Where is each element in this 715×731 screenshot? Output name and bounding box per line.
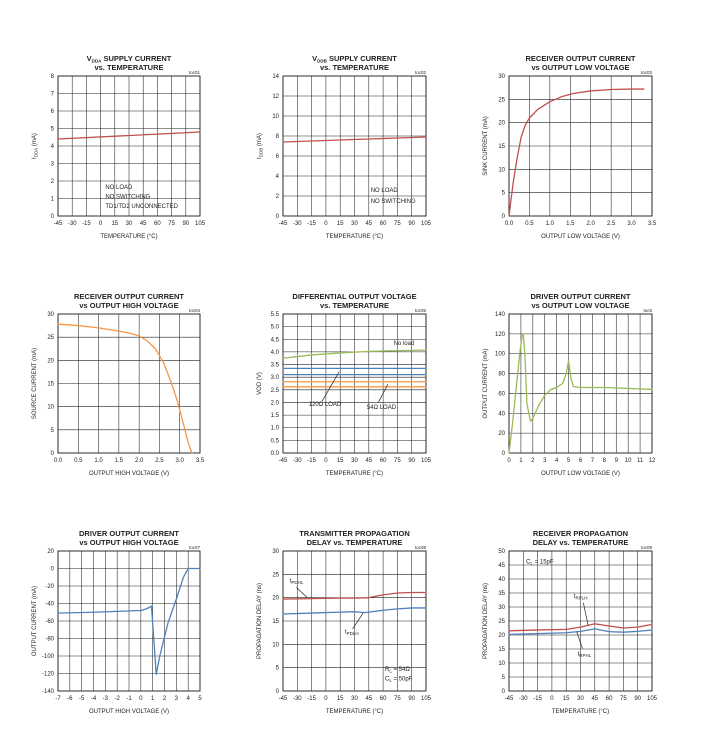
annotation-sub: PDLH xyxy=(346,631,359,637)
y-tick-label: 5 xyxy=(501,190,505,197)
annotation: TD1/TD2 UNCONNECTED xyxy=(105,204,179,211)
x-axis-label: TEMPERATURE (°C) xyxy=(325,234,384,240)
chart-title-line1: RECEIVER PROPAGATION xyxy=(532,529,629,538)
x-tick-label: 15 xyxy=(111,221,119,227)
y-tick-label: 7 xyxy=(50,91,54,98)
chart-tag: toc02 xyxy=(414,70,426,75)
y-axis-label: OUTPUT CURRENT (mA) xyxy=(32,585,38,657)
y-tick-label: 3.0 xyxy=(270,375,279,382)
x-tick-label: 45 xyxy=(365,221,373,227)
y-tick-label: 10 xyxy=(47,404,54,411)
chart-title-line1: TRANSMITTER PROPAGATION xyxy=(299,529,410,538)
annotation: NO SWITCHING xyxy=(370,199,416,205)
x-tick-label: 9 xyxy=(614,458,618,464)
x-tick-label: 75 xyxy=(394,458,401,464)
y-tick-label: 8 xyxy=(50,74,54,80)
y-axis-label-sub: DDA xyxy=(33,147,39,158)
x-tick-label: -30 xyxy=(518,696,528,702)
x-tick-label: 11 xyxy=(636,458,644,464)
y-tick-label: 40 xyxy=(498,411,505,418)
y-tick-label: 10 xyxy=(272,642,279,649)
x-tick-label: 30 xyxy=(577,696,584,702)
annotation-sub: PDHL xyxy=(291,580,304,586)
y-tick-label: 2.0 xyxy=(270,400,279,407)
x-tick-label: -3 xyxy=(102,696,109,702)
annotation xyxy=(290,579,304,586)
chart-title-line1: RECEIVER OUTPUT CURRENT xyxy=(525,54,636,63)
x-tick-label: 105 xyxy=(194,221,206,227)
y-tick-label: 15 xyxy=(498,647,505,653)
y-axis-label: PROPAGATION DELAY (ns) xyxy=(483,583,489,659)
y-tick-label: 25 xyxy=(272,572,279,579)
x-tick-label: -45 xyxy=(278,458,288,464)
y-axis-label: SOURCE CURRENT (mA) xyxy=(32,347,38,420)
annotation-main: t xyxy=(289,578,292,585)
y-tick-label: 35 xyxy=(498,591,505,597)
y-tick-label: 30 xyxy=(498,605,505,611)
chart-title-line2: vs. TEMPERATURE xyxy=(94,63,164,72)
y-tick-label: -80 xyxy=(45,636,54,643)
chart-title-line1-rest: SUPPLY CURRENT xyxy=(101,54,172,63)
y-tick-label: 10 xyxy=(498,167,505,174)
chart-tag: toc01 xyxy=(188,70,200,75)
y-tick-label: 8 xyxy=(275,134,279,140)
x-axis-label: OUTPUT HIGH VOLTAGE (V) xyxy=(88,471,170,477)
x-tick-label: 45 xyxy=(365,696,373,702)
chart-title-line1-main: V xyxy=(86,54,92,63)
x-tick-label: 0.0 xyxy=(504,221,514,227)
y-axis-label: SINK CURRENT (mA) xyxy=(483,116,489,176)
x-tick-label: 2.5 xyxy=(155,458,164,464)
x-tick-label: -15 xyxy=(82,221,91,227)
x-tick-label: 0 xyxy=(139,696,143,702)
y-axis-label xyxy=(32,133,39,159)
y-axis-label-main: I xyxy=(32,157,38,159)
y-tick-label: 20 xyxy=(47,549,54,555)
chart-9 xyxy=(483,529,658,715)
chart-title-line2: vs OUTPUT HIGH VOLTAGE xyxy=(79,301,179,310)
x-tick-label: 60 xyxy=(379,221,387,227)
annotation-main: t xyxy=(577,651,580,658)
x-tick-label: 2.5 xyxy=(606,221,616,227)
x-tick-label: 15 xyxy=(562,696,570,702)
y-tick-label: 14 xyxy=(272,74,279,80)
x-tick-label: 105 xyxy=(420,696,432,702)
annotation-sub: L xyxy=(389,668,392,674)
y-tick-label: 30 xyxy=(272,549,279,555)
y-tick-label: 30 xyxy=(498,74,505,80)
chart-title-line2: DELAY vs. TEMPERATURE xyxy=(532,538,629,547)
callout-arrow xyxy=(583,603,588,626)
chart-tag: toc04 xyxy=(188,308,200,313)
y-tick-label: 5.0 xyxy=(270,324,279,331)
annotation: NO LOAD xyxy=(370,188,398,194)
y-tick-label: 2.5 xyxy=(270,387,279,394)
x-tick-label: 8 xyxy=(602,458,607,464)
y-tick-label: 120 xyxy=(494,331,505,338)
y-tick-label: 6 xyxy=(275,154,279,160)
x-tick-label: 30 xyxy=(351,458,358,464)
chart-title-line1: RECEIVER OUTPUT CURRENT xyxy=(73,292,185,301)
annotation xyxy=(385,676,413,683)
x-tick-label: 1 xyxy=(150,696,155,702)
y-axis-label xyxy=(257,133,264,159)
y-tick-label: 4 xyxy=(50,144,54,150)
chart-title-line1-rest: SUPPLY CURRENT xyxy=(326,54,397,63)
x-tick-label: 10 xyxy=(624,458,632,464)
x-tick-label: 105 xyxy=(420,458,432,464)
chart-2 xyxy=(257,54,432,240)
y-tick-label: 4 xyxy=(275,174,279,180)
x-tick-label: -30 xyxy=(292,221,302,227)
chart-title-line1-main: V xyxy=(312,54,318,63)
annotation-main: R xyxy=(385,666,390,673)
x-tick-label: -45 xyxy=(278,696,288,702)
x-tick-label: 3 xyxy=(174,696,179,702)
x-tick-label: 3.0 xyxy=(627,221,636,227)
x-tick-label: 2.0 xyxy=(134,458,144,464)
y-tick-label: 0.0 xyxy=(270,451,279,457)
y-tick-label: 3.5 xyxy=(270,362,279,369)
y-tick-label: 0 xyxy=(50,214,54,220)
annotation-main: t xyxy=(573,594,576,601)
y-tick-label: 80 xyxy=(498,371,505,378)
x-tick-label: 90 xyxy=(408,696,416,702)
x-tick-label: 3.5 xyxy=(195,458,205,464)
x-tick-label: 90 xyxy=(408,221,416,227)
x-tick-label: 60 xyxy=(379,696,387,702)
x-tick-label: -4 xyxy=(90,696,97,702)
x-tick-label: 3 xyxy=(543,458,547,464)
x-tick-label: 105 xyxy=(420,221,432,227)
x-tick-label: 105 xyxy=(646,696,658,702)
x-tick-label: 45 xyxy=(365,458,373,464)
x-axis-label: TEMPERATURE (°C) xyxy=(325,471,384,477)
annotation-main: t xyxy=(344,629,347,636)
chart-title-line1: DRIVER OUTPUT CURRENT xyxy=(530,292,631,301)
annotation-rest: = 15pF xyxy=(533,559,554,566)
x-tick-label: -15 xyxy=(307,221,316,227)
y-axis-label-rest: (mA) xyxy=(257,133,263,148)
y-tick-label: 25 xyxy=(498,97,505,104)
x-tick-label: 75 xyxy=(620,696,627,702)
y-tick-label: 0 xyxy=(501,451,505,457)
x-tick-label: -15 xyxy=(307,696,316,702)
y-tick-label: 4.5 xyxy=(270,337,279,344)
chart-title-line1: DRIVER OUTPUT CURRENT xyxy=(78,529,180,538)
y-tick-label: -20 xyxy=(45,584,54,590)
x-tick-label: 60 xyxy=(154,221,161,227)
x-tick-label: 15 xyxy=(336,221,344,227)
y-tick-label: 4.0 xyxy=(270,349,279,356)
x-axis-label: OUTPUT LOW VOLTAGE (V) xyxy=(541,234,620,240)
x-tick-label: 30 xyxy=(351,221,358,227)
y-tick-label: 45 xyxy=(498,563,505,569)
y-tick-label: 30 xyxy=(47,312,54,318)
x-tick-label: 0 xyxy=(324,696,328,702)
y-tick-label: -140 xyxy=(41,689,54,695)
x-tick-label: -5 xyxy=(78,696,85,702)
x-tick-label: 0 xyxy=(324,458,328,464)
annotation xyxy=(578,652,592,659)
annotation xyxy=(345,630,359,637)
x-tick-label: 75 xyxy=(168,221,175,227)
x-tick-label: -7 xyxy=(55,696,61,702)
x-axis-label: OUTPUT LOW VOLTAGE (V) xyxy=(541,471,620,477)
x-tick-label: 3.5 xyxy=(647,221,657,227)
x-tick-label: 4 xyxy=(554,458,559,464)
y-tick-label: 20 xyxy=(272,595,279,602)
x-tick-label: -45 xyxy=(504,696,514,702)
x-tick-label: 0.5 xyxy=(74,458,83,464)
y-tick-label: 50 xyxy=(498,549,505,555)
x-tick-label: 0 xyxy=(324,221,328,227)
y-tick-label: 5.5 xyxy=(270,312,279,318)
x-tick-label: 90 xyxy=(182,221,190,227)
x-tick-label: -2 xyxy=(114,696,120,702)
x-tick-label: 0 xyxy=(507,458,511,464)
y-tick-label: -100 xyxy=(41,654,54,660)
y-tick-label: 0 xyxy=(501,689,505,695)
y-tick-label: 0.5 xyxy=(270,438,279,445)
chart-tag: toc07 xyxy=(188,545,200,550)
x-tick-label: 45 xyxy=(139,221,147,227)
y-tick-label: 20 xyxy=(498,633,505,639)
y-tick-label: 60 xyxy=(498,391,505,398)
chart-title-line1-sub: DDA xyxy=(91,58,102,64)
x-tick-label: 1.5 xyxy=(114,458,124,464)
x-tick-label: 0 xyxy=(550,696,554,702)
y-axis-label: VOD (V) xyxy=(257,372,263,395)
annotation xyxy=(526,560,554,567)
annotation-sub: L xyxy=(530,561,534,567)
y-tick-label: 40 xyxy=(498,577,505,583)
annotation: 120Ω LOAD xyxy=(308,402,342,409)
y-tick-label: 10 xyxy=(498,661,505,667)
chart-title-line2: vs OUTPUT LOW VOLTAGE xyxy=(531,301,630,310)
y-tick-label: 20 xyxy=(498,120,505,127)
y-tick-label: 5 xyxy=(501,675,505,681)
x-tick-label: -1 xyxy=(126,696,132,702)
x-tick-label: -15 xyxy=(533,696,542,702)
x-tick-label: 60 xyxy=(605,696,613,702)
chart-5 xyxy=(257,292,432,477)
x-tick-label: -6 xyxy=(67,696,73,702)
x-tick-label: -15 xyxy=(307,458,316,464)
y-tick-label: 140 xyxy=(494,312,505,318)
annotation xyxy=(574,594,588,601)
y-axis-label: OUTPUT CURRENT (mA) xyxy=(483,348,489,419)
y-tick-label: 15 xyxy=(272,619,279,625)
y-tick-label: 2 xyxy=(275,194,279,200)
x-tick-label: -30 xyxy=(67,221,77,227)
y-tick-label: 12 xyxy=(272,94,279,100)
x-tick-label: 45 xyxy=(591,696,599,702)
y-tick-label: 0 xyxy=(275,214,279,220)
x-tick-label: 5 xyxy=(198,696,202,702)
annotation-sub: RPHL xyxy=(579,653,592,659)
x-tick-label: 0.0 xyxy=(53,458,63,464)
x-tick-label: 30 xyxy=(125,221,133,227)
x-tick-label: 0 xyxy=(98,221,103,227)
chart-title-line2: vs OUTPUT LOW VOLTAGE xyxy=(531,63,630,72)
chart-tag: toc09 xyxy=(640,545,652,550)
chart-8 xyxy=(257,529,432,715)
y-tick-label: 3 xyxy=(50,161,54,168)
chart-title-line2: vs. TEMPERATURE xyxy=(319,63,390,72)
x-tick-label: -45 xyxy=(53,221,63,227)
x-tick-label: 3.0 xyxy=(175,458,184,464)
chart-tag: toc03 xyxy=(640,70,652,75)
x-tick-label: 75 xyxy=(394,221,401,227)
chart-7 xyxy=(32,529,202,715)
x-tick-label: 2 xyxy=(531,458,535,464)
callout-arrow xyxy=(296,587,306,597)
annotation-sub: RPLH xyxy=(575,595,588,601)
y-tick-label: 10 xyxy=(272,114,279,120)
y-axis-label-rest: (mA) xyxy=(32,133,38,148)
annotation-rest: = 54Ω xyxy=(391,666,410,673)
y-tick-label: 1.5 xyxy=(270,413,279,420)
chart-3 xyxy=(483,54,657,240)
chart-4 xyxy=(32,292,205,477)
y-tick-label: 15 xyxy=(498,144,505,150)
chart-title-line2: vs. TEMPERATURE xyxy=(319,301,390,310)
y-tick-label: -60 xyxy=(45,619,54,625)
x-tick-label: 1.5 xyxy=(566,221,575,227)
y-tick-label: 15 xyxy=(47,381,54,388)
annotation: 54Ω LOAD xyxy=(366,404,397,411)
y-tick-label: 0 xyxy=(50,566,54,573)
x-tick-label: 12 xyxy=(648,458,656,464)
y-tick-label: 0 xyxy=(501,214,505,220)
chart-title-line2: DELAY vs. TEMPERATURE xyxy=(306,538,403,547)
annotation xyxy=(385,667,410,674)
x-tick-label: 2 xyxy=(162,696,167,702)
y-tick-label: -40 xyxy=(45,601,54,608)
y-tick-label: 1.0 xyxy=(270,425,279,432)
x-tick-label: 60 xyxy=(379,458,387,464)
x-tick-label: 90 xyxy=(408,458,416,464)
y-tick-label: 25 xyxy=(47,335,54,342)
annotation-rest: = 50pF xyxy=(391,676,413,683)
y-axis-label-sub: DDB xyxy=(258,147,264,158)
y-tick-label: 25 xyxy=(498,619,505,625)
y-axis-label: PROPAGATION DELAY (ns) xyxy=(257,583,263,659)
y-axis-label-main: I xyxy=(257,157,263,159)
y-tick-label: 6 xyxy=(50,109,54,115)
chart-title-line1-sub: DDB xyxy=(317,58,327,64)
y-tick-label: 100 xyxy=(494,351,505,358)
y-tick-label: 1 xyxy=(50,196,54,203)
y-tick-label: 5 xyxy=(50,126,54,133)
y-tick-label: 20 xyxy=(47,358,54,365)
chart-tag: toc6 xyxy=(643,308,652,313)
x-tick-label: 1.0 xyxy=(545,221,555,227)
x-tick-label: 7 xyxy=(590,458,595,464)
x-tick-label: 90 xyxy=(634,696,642,702)
x-axis-label: OUTPUT HIGH VOLTAGE (V) xyxy=(88,709,170,715)
y-tick-label: 5 xyxy=(275,665,279,672)
x-axis-label: TEMPERATURE (°C) xyxy=(551,709,610,715)
x-tick-label: 15 xyxy=(336,458,344,464)
chart-1 xyxy=(32,54,206,240)
chart-title-line2: vs OUTPUT HIGH VOLTAGE xyxy=(79,538,179,547)
y-tick-label: 20 xyxy=(498,431,505,438)
x-tick-label: -30 xyxy=(292,458,302,464)
chart-6 xyxy=(483,292,656,477)
y-tick-label: -120 xyxy=(41,671,54,678)
annotation-main: C xyxy=(385,676,390,683)
annotation: NO LOAD xyxy=(105,184,133,191)
x-tick-label: -30 xyxy=(292,696,302,702)
x-tick-label: 30 xyxy=(351,696,358,702)
x-axis-label: TEMPERATURE (°C) xyxy=(325,709,384,715)
x-tick-label: 1.0 xyxy=(94,458,103,464)
x-tick-label: -45 xyxy=(278,221,288,227)
y-tick-label: 2 xyxy=(50,179,54,185)
chart-title-line1: DIFFERENTIAL OUTPUT VOLTAGE xyxy=(292,292,417,301)
annotation: No load xyxy=(393,340,415,347)
callout-arrow xyxy=(577,632,583,649)
y-tick-label: 5 xyxy=(50,427,54,434)
x-tick-label: 5 xyxy=(566,458,571,464)
x-tick-label: 15 xyxy=(336,696,344,702)
x-tick-label: 1 xyxy=(519,458,523,464)
y-tick-label: 0 xyxy=(275,689,279,695)
y-tick-label: 0 xyxy=(50,451,54,457)
x-tick-label: 4 xyxy=(186,696,190,702)
x-tick-label: 6 xyxy=(578,458,583,464)
annotation: NO SWITCHING xyxy=(105,194,151,201)
x-tick-label: 75 xyxy=(394,696,401,702)
x-tick-label: 2.0 xyxy=(586,221,595,227)
annotation-main: C xyxy=(526,559,531,566)
chart-tag: toc08 xyxy=(414,545,426,550)
x-axis-label: TEMPERATURE (°C) xyxy=(100,234,158,240)
x-tick-label: 0.5 xyxy=(525,221,534,227)
chart-tag: toc05 xyxy=(414,308,426,313)
annotation-sub: L xyxy=(389,677,392,683)
